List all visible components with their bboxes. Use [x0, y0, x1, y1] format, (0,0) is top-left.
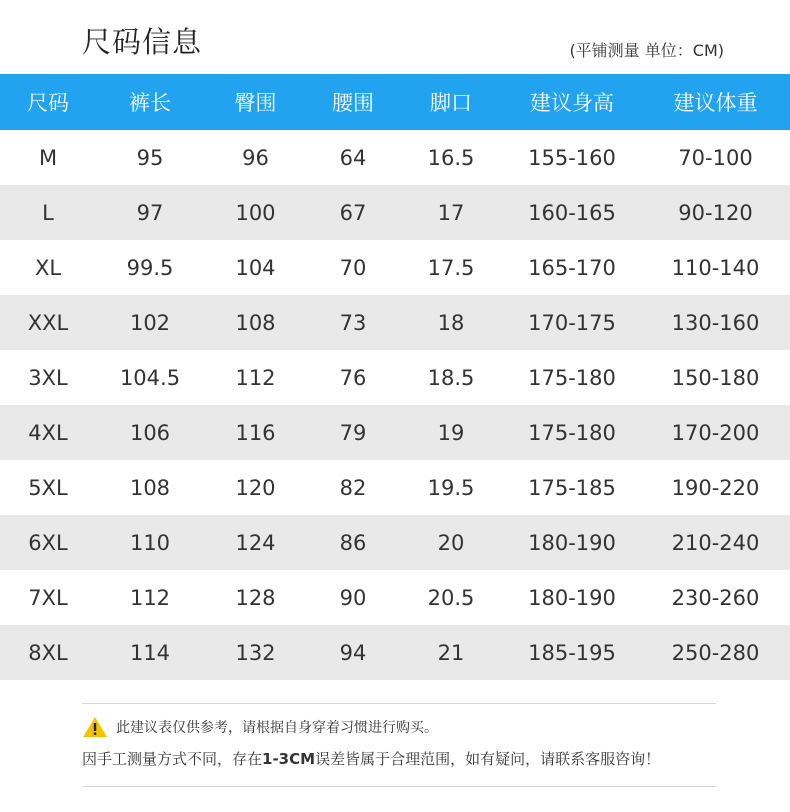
cell-suggested-height: 155-160 — [503, 130, 641, 185]
cell-suggested-weight: 110-140 — [641, 240, 790, 295]
cell-suggested-height: 165-170 — [503, 240, 641, 295]
cell-waist: 94 — [307, 625, 399, 680]
cell-suggested-height: 180-190 — [503, 515, 641, 570]
header-suggested-height: 建议身高 — [503, 74, 641, 130]
cell-pants-length: 110 — [96, 515, 204, 570]
cell-suggested-height: 175-180 — [503, 405, 641, 460]
cell-leg-opening: 18 — [399, 295, 503, 350]
cell-suggested-height: 185-195 — [503, 625, 641, 680]
cell-waist: 67 — [307, 185, 399, 240]
divider-top — [82, 703, 716, 704]
header-hip: 臀围 — [204, 74, 307, 130]
table-row — [0, 405, 790, 460]
cell-suggested-height: 175-180 — [503, 350, 641, 405]
cell-waist: 86 — [307, 515, 399, 570]
cell-suggested-weight: 70-100 — [641, 130, 790, 185]
size-table — [0, 74, 790, 680]
cell-hip: 116 — [204, 405, 307, 460]
cell-pants-length: 108 — [96, 460, 204, 515]
notice — [82, 714, 438, 740]
cell-leg-opening: 20.5 — [399, 570, 503, 625]
cell-hip: 124 — [204, 515, 307, 570]
table-row — [0, 625, 790, 680]
table-row — [0, 130, 790, 185]
cell-pants-length: 102 — [96, 295, 204, 350]
cell-pants-length: 99.5 — [96, 240, 204, 295]
cell-leg-opening: 20 — [399, 515, 503, 570]
table-row — [0, 460, 790, 515]
cell-leg-opening: 19 — [399, 405, 503, 460]
cell-size: L — [0, 185, 96, 240]
cell-size: 8XL — [0, 625, 96, 680]
cell-pants-length: 112 — [96, 570, 204, 625]
unit-note: (平铺测量 单位：CM) — [569, 41, 724, 60]
notice-text: 此建议表仅供参考，请根据自身穿着习惯进行购买。 — [116, 720, 438, 736]
cell-size: XXL — [0, 295, 96, 350]
cell-suggested-weight: 190-220 — [641, 460, 790, 515]
cell-hip: 132 — [204, 625, 307, 680]
cell-suggested-weight: 170-200 — [641, 405, 790, 460]
cell-leg-opening: 21 — [399, 625, 503, 680]
cell-pants-length: 95 — [96, 130, 204, 185]
divider-bottom — [82, 786, 716, 787]
cell-size: 7XL — [0, 570, 96, 625]
cell-suggested-height: 170-175 — [503, 295, 641, 350]
table-row — [0, 295, 790, 350]
table-header-row — [0, 74, 790, 130]
cell-hip: 104 — [204, 240, 307, 295]
cell-suggested-weight: 230-260 — [641, 570, 790, 625]
cell-waist: 64 — [307, 130, 399, 185]
cell-size: 6XL — [0, 515, 96, 570]
table-row — [0, 240, 790, 295]
header-leg-opening: 脚口 — [399, 74, 503, 130]
cell-suggested-weight: 150-180 — [641, 350, 790, 405]
cell-hip: 128 — [204, 570, 307, 625]
header-pants-length: 裤长 — [96, 74, 204, 130]
cell-waist: 90 — [307, 570, 399, 625]
disclaimer-after: 误差皆属于合理范围，如有疑问，请联系客服咨询！ — [315, 750, 661, 768]
cell-hip: 100 — [204, 185, 307, 240]
cell-size: 3XL — [0, 350, 96, 405]
cell-pants-length: 104.5 — [96, 350, 204, 405]
cell-suggested-height: 180-190 — [503, 570, 641, 625]
cell-leg-opening: 18.5 — [399, 350, 503, 405]
warning-icon — [82, 716, 108, 738]
cell-leg-opening: 16.5 — [399, 130, 503, 185]
cell-suggested-weight: 250-280 — [641, 625, 790, 680]
disclaimer-before: 因手工测量方式不同，存在 — [82, 750, 263, 768]
header-suggested-weight: 建议体重 — [641, 74, 790, 130]
cell-waist: 70 — [307, 240, 399, 295]
cell-pants-length: 106 — [96, 405, 204, 460]
cell-suggested-height: 175-185 — [503, 460, 641, 515]
disclaimer — [82, 748, 660, 770]
cell-hip: 96 — [204, 130, 307, 185]
cell-hip: 112 — [204, 350, 307, 405]
table-row — [0, 350, 790, 405]
cell-leg-opening: 17 — [399, 185, 503, 240]
cell-suggested-weight: 130-160 — [641, 295, 790, 350]
cell-suggested-height: 160-165 — [503, 185, 641, 240]
header-waist: 腰围 — [307, 74, 399, 130]
header-size: 尺码 — [0, 74, 96, 130]
cell-waist: 79 — [307, 405, 399, 460]
cell-size: XL — [0, 240, 96, 295]
cell-hip: 120 — [204, 460, 307, 515]
cell-waist: 76 — [307, 350, 399, 405]
cell-pants-length: 97 — [96, 185, 204, 240]
cell-size: 5XL — [0, 460, 96, 515]
cell-suggested-weight: 90-120 — [641, 185, 790, 240]
table-row — [0, 570, 790, 625]
cell-size: 4XL — [0, 405, 96, 460]
cell-leg-opening: 19.5 — [399, 460, 503, 515]
cell-hip: 108 — [204, 295, 307, 350]
disclaimer-highlight: 1-3CM — [262, 750, 316, 768]
cell-pants-length: 114 — [96, 625, 204, 680]
page-title: 尺码信息 — [82, 25, 203, 59]
cell-waist: 73 — [307, 295, 399, 350]
cell-leg-opening: 17.5 — [399, 240, 503, 295]
cell-size: M — [0, 130, 96, 185]
cell-waist: 82 — [307, 460, 399, 515]
table-row — [0, 185, 790, 240]
table-row — [0, 515, 790, 570]
cell-suggested-weight: 210-240 — [641, 515, 790, 570]
